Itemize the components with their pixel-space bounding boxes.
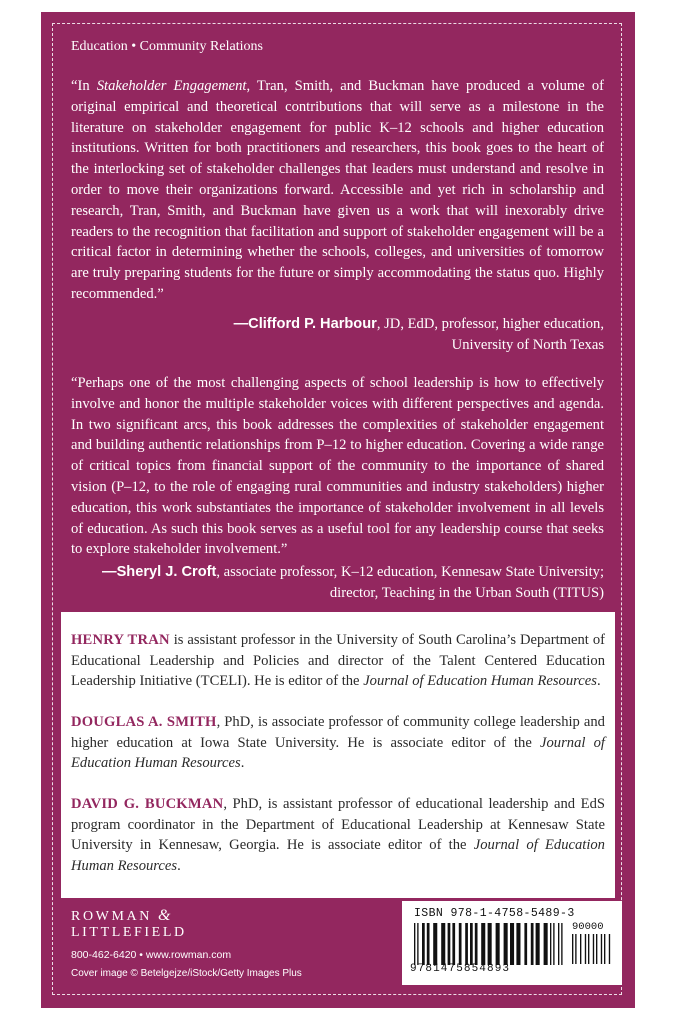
barcode-bar — [580, 934, 581, 964]
book-title: Stakeholder Engagement — [96, 78, 247, 94]
barcode-bar — [585, 934, 586, 964]
publisher-logo-line2: LITTLEFIELD — [71, 925, 187, 940]
author-name: DOUGLAS A. SMITH — [71, 714, 217, 730]
barcode-bar — [452, 923, 455, 965]
barcode-bar — [459, 923, 462, 965]
barcode-bar — [524, 923, 527, 965]
isbn-barcode — [402, 901, 622, 985]
endorsement-quote-1: “In Stakeholder Engagement, Tran, Smith, and Buckman have produced a volume of original empirical and theoretical contributions that will serve as a milestone in the literature on stakeholder engagement for public K–12 schools and higher education institutions. Written for both practitioners and researchers, this book goes to the heart of the interlocking set of stakeholder challenges that leaders must understand and resolve in order to move their organizations forward. Accessible and yet rich in scholarship and research, Tran, Smith, and Buckman have given us a work that will inexorably drive readers to the recognition that facilitation and support of stakeholder engagement will be a critical factor in determining whether the schools, colleges, and universities of tomorrow are truly preparing students for the future or simply accommodating the status quo. Highly recommended.” — [71, 78, 604, 302]
barcode-bar — [604, 934, 605, 964]
author-bio: DOUGLAS A. SMITH, PhD, is associate professor of community college leadership and higher education at Iowa State University. He is associate editor of the Journal of Education Human Resources. — [71, 714, 605, 771]
barcode-bar — [422, 923, 425, 965]
publisher-contact: 800-462-6420 • www.rowman.com — [71, 949, 232, 961]
back-cover — [41, 12, 635, 1008]
barcode-bar — [544, 923, 548, 965]
author-bio: DAVID G. BUCKMAN, PhD, is assistant professor of educational leadership and EdS program coordinator in the Department of Educational Leadership at Kennesaw State University in Kennesaw, Georgia. He is associate editor of the Journal of Education Human Resources. — [71, 796, 606, 874]
barcode-bar — [516, 923, 520, 965]
ean-number: 9781475854893 — [410, 963, 511, 975]
price-addon-number: 90000 — [572, 921, 604, 933]
barcode-bar — [601, 934, 602, 964]
barcode-bar — [433, 923, 437, 965]
barcode-bar — [596, 934, 597, 964]
barcode-bar — [417, 923, 418, 965]
barcode-bar — [572, 934, 573, 964]
author-name: DAVID G. BUCKMAN — [71, 796, 224, 812]
ean-barcode-bars — [414, 923, 566, 965]
barcode-bar — [536, 923, 540, 965]
barcode-bar — [553, 923, 554, 965]
barcode-bar — [550, 923, 551, 965]
author-name: HENRY TRAN — [71, 632, 170, 648]
barcode-bar — [496, 923, 500, 965]
author-bio: HENRY TRAN is assistant professor in the University of South Carolina’s Department of Educational Leadership and Policies and director of the Talent Centered Education Leadership Initiative (TCELI). He is editor of the Journal of Education Human Resources. — [71, 632, 605, 689]
barcode-bar — [441, 923, 445, 965]
endorsement-attribution-2: —Sheryl J. Croft, associate professor, K–12 education, Kennesaw State University; director, Teaching in the Urban South (TITUS) — [101, 564, 604, 601]
category-label: Education • Community Relations — [71, 39, 263, 54]
barcode-bar — [575, 934, 576, 964]
barcode-bar — [561, 923, 562, 965]
endorsement-quote-2: “Perhaps one of the most challenging aspects of school leadership is how to effectively involve and honor the multiple stakeholder voices with different perspectives and agenda. In two significant arcs, this book addresses the complexities of stakeholder engagement and building authentic relationships from P–12 to higher education. Covering a wide range of critical topics from financial support of the community to the importance of shared vision (P–12, to the role of engaging rural communities and industry stakeholders) higher education, this work substantiates the importance of stakeholder involvement in all levels of education. As such this book serves as a useful tool for any leadership course that seeks to explore stakeholder involvement.” — [71, 375, 604, 558]
barcode-bar — [558, 923, 559, 965]
barcode-bar — [481, 923, 485, 965]
barcode-bar — [531, 923, 534, 965]
barcode-bar — [504, 923, 508, 965]
addon-barcode-bars — [572, 934, 612, 964]
endorser-name: —Sheryl J. Croft — [101, 564, 217, 580]
barcode-bar — [588, 934, 589, 964]
endorser-name: —Clifford P. Harbour — [233, 316, 377, 332]
endorsement-attribution-1: —Clifford P. Harbour, JD, EdD, professor, higher education, University of North Texas — [233, 316, 604, 353]
barcode-bar — [488, 923, 492, 965]
barcode-bar — [609, 934, 610, 964]
barcode-bar — [510, 923, 514, 965]
isbn-number: ISBN 978-1-4758-5489-3 — [414, 907, 575, 920]
publisher-logo-line1: ROWMAN & — [71, 907, 174, 924]
barcode-bar — [427, 923, 430, 965]
barcode-bar — [593, 934, 594, 964]
barcode-bar — [414, 923, 415, 965]
author-bios-panel — [61, 612, 615, 898]
barcode-bar — [475, 923, 478, 965]
cover-image-credit: Cover image © Betelgejze/iStock/Getty Images Plus — [71, 968, 302, 979]
barcode-bar — [465, 923, 468, 965]
barcode-bar — [470, 923, 473, 965]
barcode-bar — [448, 923, 451, 965]
